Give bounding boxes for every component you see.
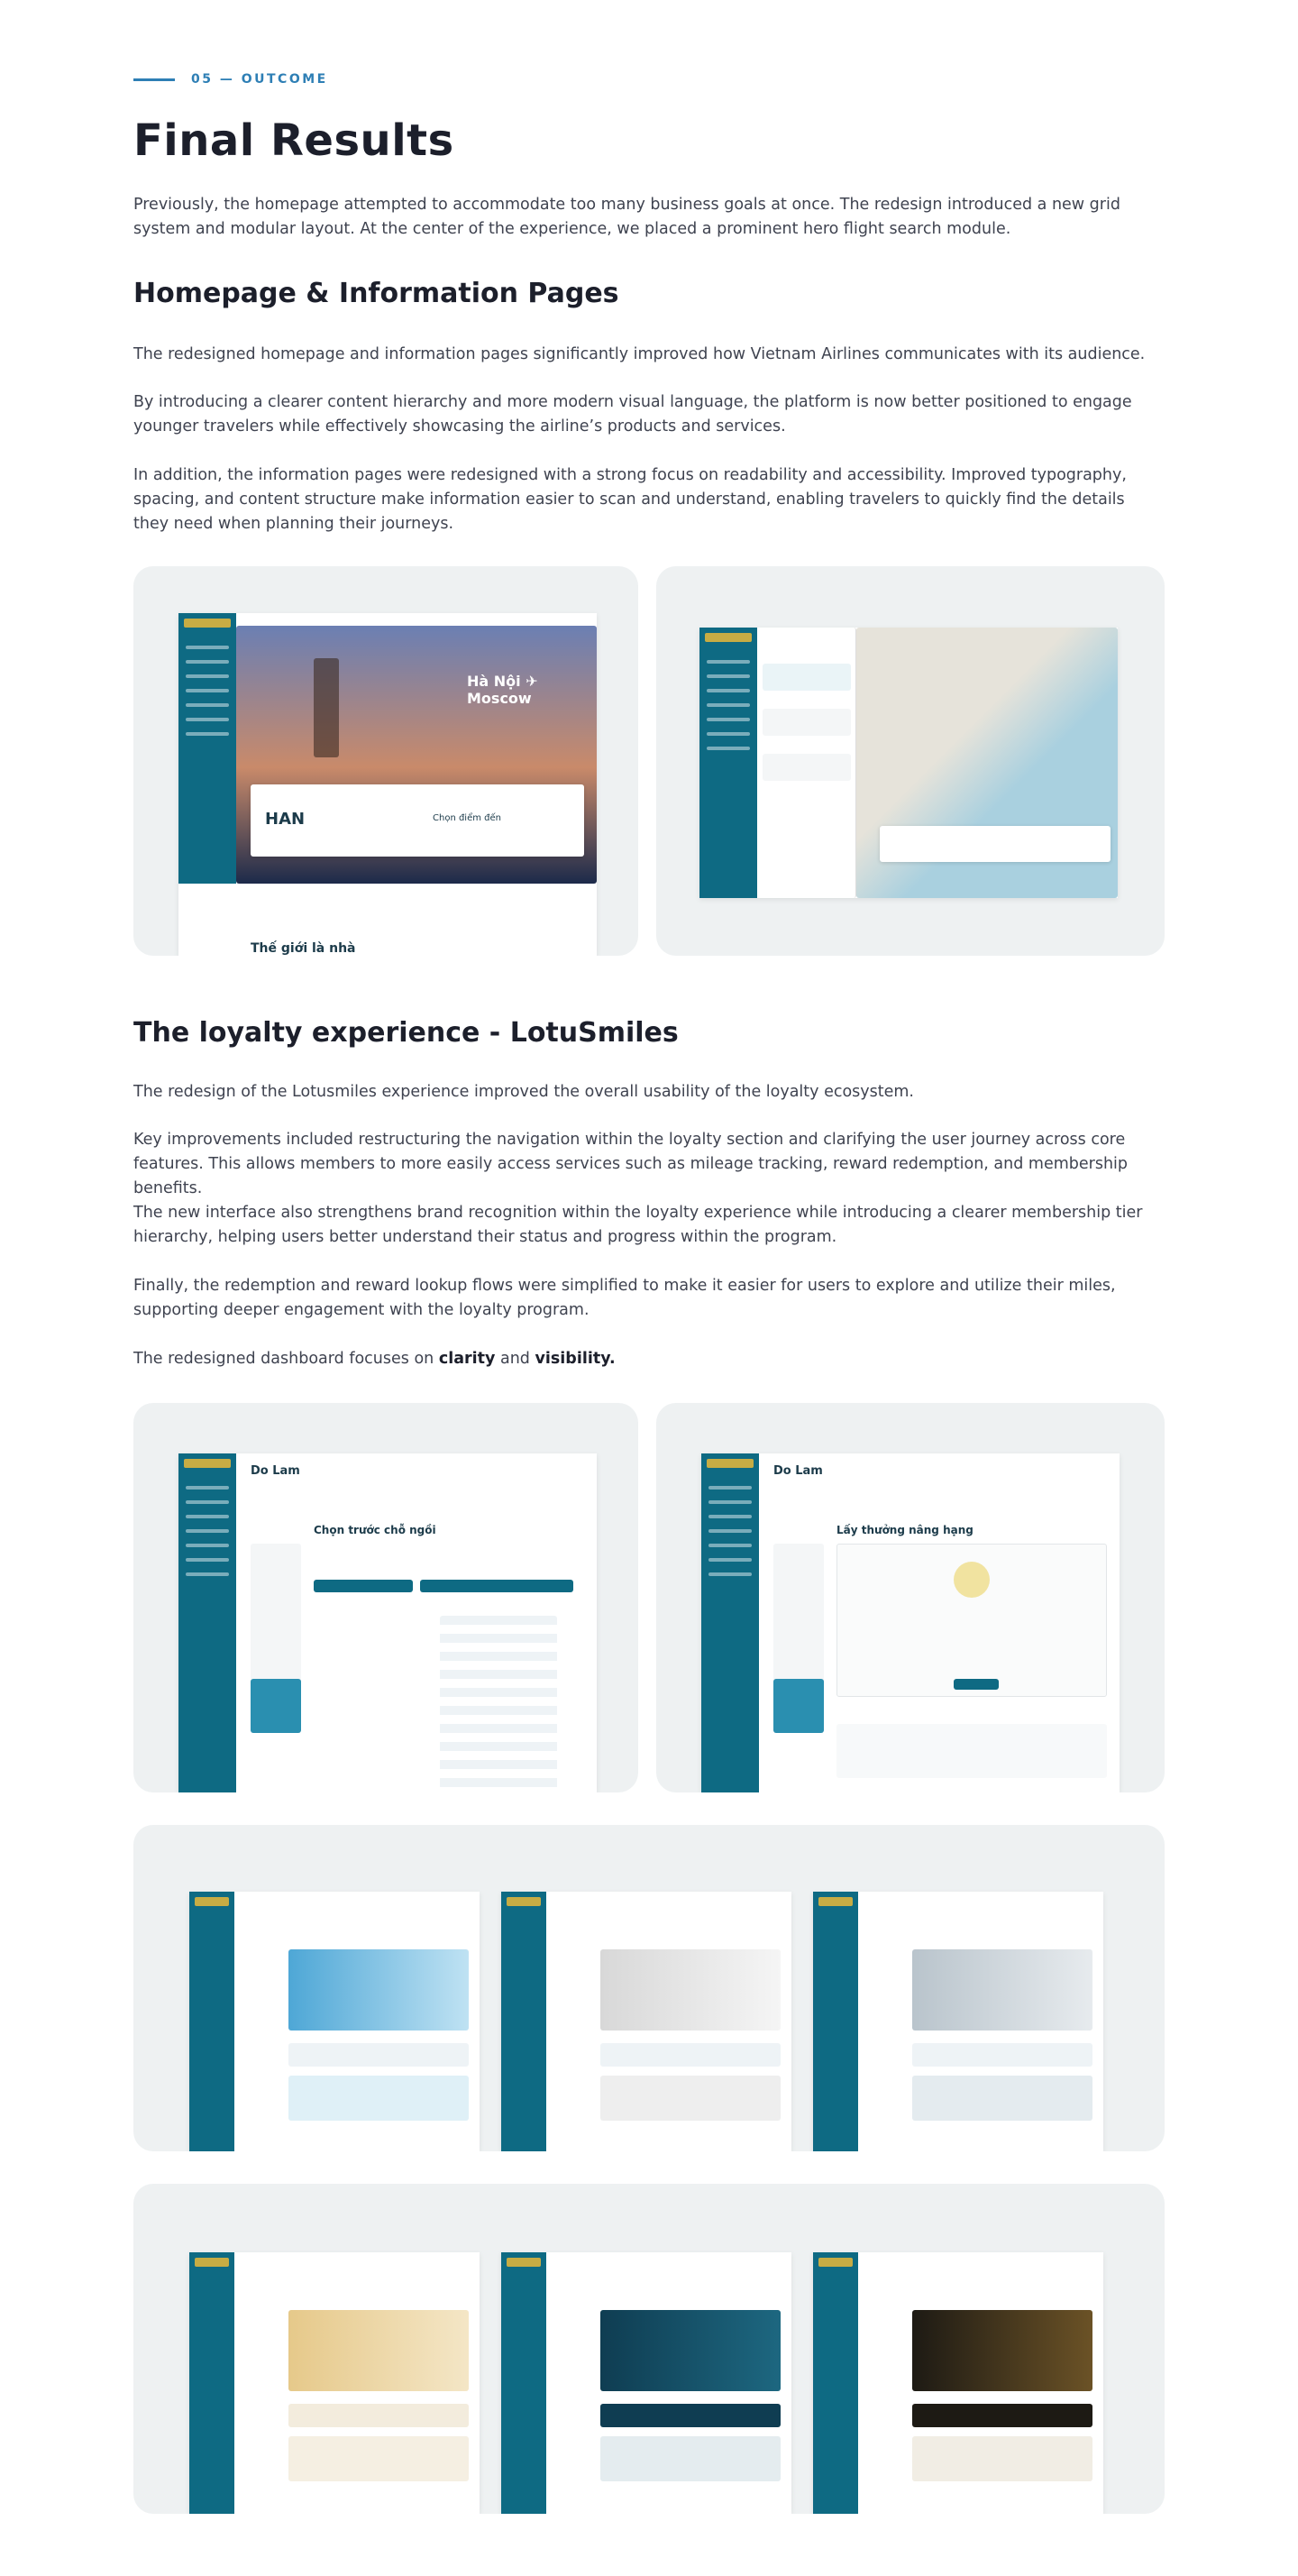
flight-map-screenshot xyxy=(699,628,1118,898)
dashboard-screenshot xyxy=(189,2252,480,2514)
dashboard-screenshot xyxy=(501,1892,791,2151)
miles-banner xyxy=(600,2076,781,2121)
flight-tab[interactable] xyxy=(314,1580,413,1592)
stats-row xyxy=(912,2043,1092,2067)
map-search-box[interactable] xyxy=(880,826,1111,862)
stats-row xyxy=(600,2043,781,2067)
destination-field[interactable]: Chọn điểm đến xyxy=(433,813,501,823)
tower-shape xyxy=(314,658,339,757)
upgrade-title: Lấy thưởng nâng hạng xyxy=(836,1524,974,1536)
hero-route: Hà Nội ✈ Moscow xyxy=(467,673,538,707)
flight-item[interactable] xyxy=(763,664,851,691)
tier-card-gold xyxy=(288,2310,469,2391)
confirm-button[interactable] xyxy=(954,1679,999,1690)
flight-item[interactable] xyxy=(763,754,851,781)
tier-card-platinum xyxy=(288,1949,469,2031)
dashboard-screenshot xyxy=(813,2252,1103,2514)
sidebar xyxy=(501,2252,546,2514)
homepage-heading: Homepage & Information Pages xyxy=(133,278,619,309)
sidebar xyxy=(813,2252,858,2514)
dashboard-screenshot xyxy=(189,1892,480,2151)
flight-item[interactable] xyxy=(763,709,851,736)
page-title: Final Results xyxy=(133,115,454,166)
seat-title: Chọn trước chỗ ngồi xyxy=(314,1524,436,1536)
sidebar xyxy=(501,1892,546,2151)
tier-dashboard-row-2 xyxy=(133,2184,1165,2514)
loyalty-p2: Key improvements included restructuring the navigation within the loyalty section and clarifying the user journey across core features. This allows members to more easily access services such as mileage tracking, reward redemption, and membership benefits. xyxy=(133,1131,1129,1197)
reward-illustration xyxy=(954,1562,990,1598)
hero-footer-title: Thế giới là nhà xyxy=(251,941,356,956)
homepage-p1: The redesigned homepage and information pages significantly improved how Vietnam Airlines communicates with its audience. xyxy=(133,345,1146,363)
promo-tile[interactable] xyxy=(251,1679,301,1733)
origin-code[interactable]: HAN xyxy=(265,810,306,829)
seat-map[interactable] xyxy=(440,1616,557,1792)
seat-selection-screenshot xyxy=(178,1453,597,1792)
stats-row xyxy=(600,2404,781,2427)
miles-banner xyxy=(600,2436,781,2481)
homepage-p2: By introducing a clearer content hierarchy and more modern visual language, the platform is now better positioned to engage younger travelers while effectively showcasing the airline’s products and services. xyxy=(133,393,1132,435)
stats-row xyxy=(288,2043,469,2067)
sidebar xyxy=(178,1453,236,1792)
homepage-screenshot xyxy=(178,613,597,956)
dashboard-screenshot xyxy=(813,1892,1103,2151)
loyalty-p3: The new interface also strengthens brand recognition within the loyalty experience while introducing a clearer membership tier hierarchy, helping users better understand their status and progress within the program. xyxy=(133,1204,1143,1246)
miles-banner xyxy=(912,2436,1092,2481)
flight-results xyxy=(836,1724,1107,1778)
tier-card-titanium xyxy=(912,1949,1092,2031)
promo-tile[interactable] xyxy=(773,1679,824,1733)
loyalty-p5: The redesigned dashboard focuses on clarity and visibility. xyxy=(133,1350,616,1368)
user-name: Do Lam xyxy=(251,1464,300,1478)
loyalty-p1: The redesign of the Lotusmiles experience improved the overall usability of the loyalty ecosystem. xyxy=(133,1083,914,1101)
dashboard-screenshot xyxy=(501,2252,791,2514)
miles-banner xyxy=(288,2436,469,2481)
homepage-card xyxy=(133,566,638,956)
upgrade-reward-card xyxy=(656,1403,1165,1792)
stats-row xyxy=(912,2404,1092,2427)
eyebrow-line xyxy=(133,78,175,81)
upgrade-reward-screenshot xyxy=(701,1453,1120,1792)
tier-card-platinum xyxy=(600,2310,781,2391)
user-name: Do Lam xyxy=(773,1464,823,1478)
eyebrow-label: 05 — OUTCOME xyxy=(191,72,328,87)
stats-row xyxy=(288,2404,469,2427)
sidebar xyxy=(189,1892,234,2151)
flight-map-card xyxy=(656,566,1165,956)
intro-paragraph: Previously, the homepage attempted to accommodate too many business goals at once. The redesign introduced a new grid system and modular layout. At the center of the experience, we placed a prominent hero flight search module. xyxy=(133,196,1120,238)
section-eyebrow xyxy=(133,72,328,87)
seat-selection-card xyxy=(133,1403,638,1792)
miles-banner xyxy=(912,2076,1092,2121)
sidebar xyxy=(189,2252,234,2514)
sidebar xyxy=(701,1453,759,1792)
tier-card-million-miler xyxy=(912,2310,1092,2391)
tier-dashboard-row-1 xyxy=(133,1825,1165,2151)
sidebar xyxy=(178,613,236,884)
sidebar xyxy=(699,628,757,898)
miles-banner xyxy=(288,2076,469,2121)
flight-tab[interactable] xyxy=(420,1580,573,1592)
tier-card-silver xyxy=(600,1949,781,2031)
homepage-p3: In addition, the information pages were redesigned with a strong focus on readability and accessibility. Improved typography, spacing, and content structure make information easier to scan and understand, enabling travelers to quickly find the details they need when planning their journeys. xyxy=(133,466,1127,533)
loyalty-heading: The loyalty experience - LotuSmiles xyxy=(133,1017,679,1049)
sidebar xyxy=(813,1892,858,2151)
loyalty-p4: Finally, the redemption and reward lookup flows were simplified to make it easier for users to explore and utilize their miles, supporting deeper engagement with the loyalty program. xyxy=(133,1277,1116,1319)
